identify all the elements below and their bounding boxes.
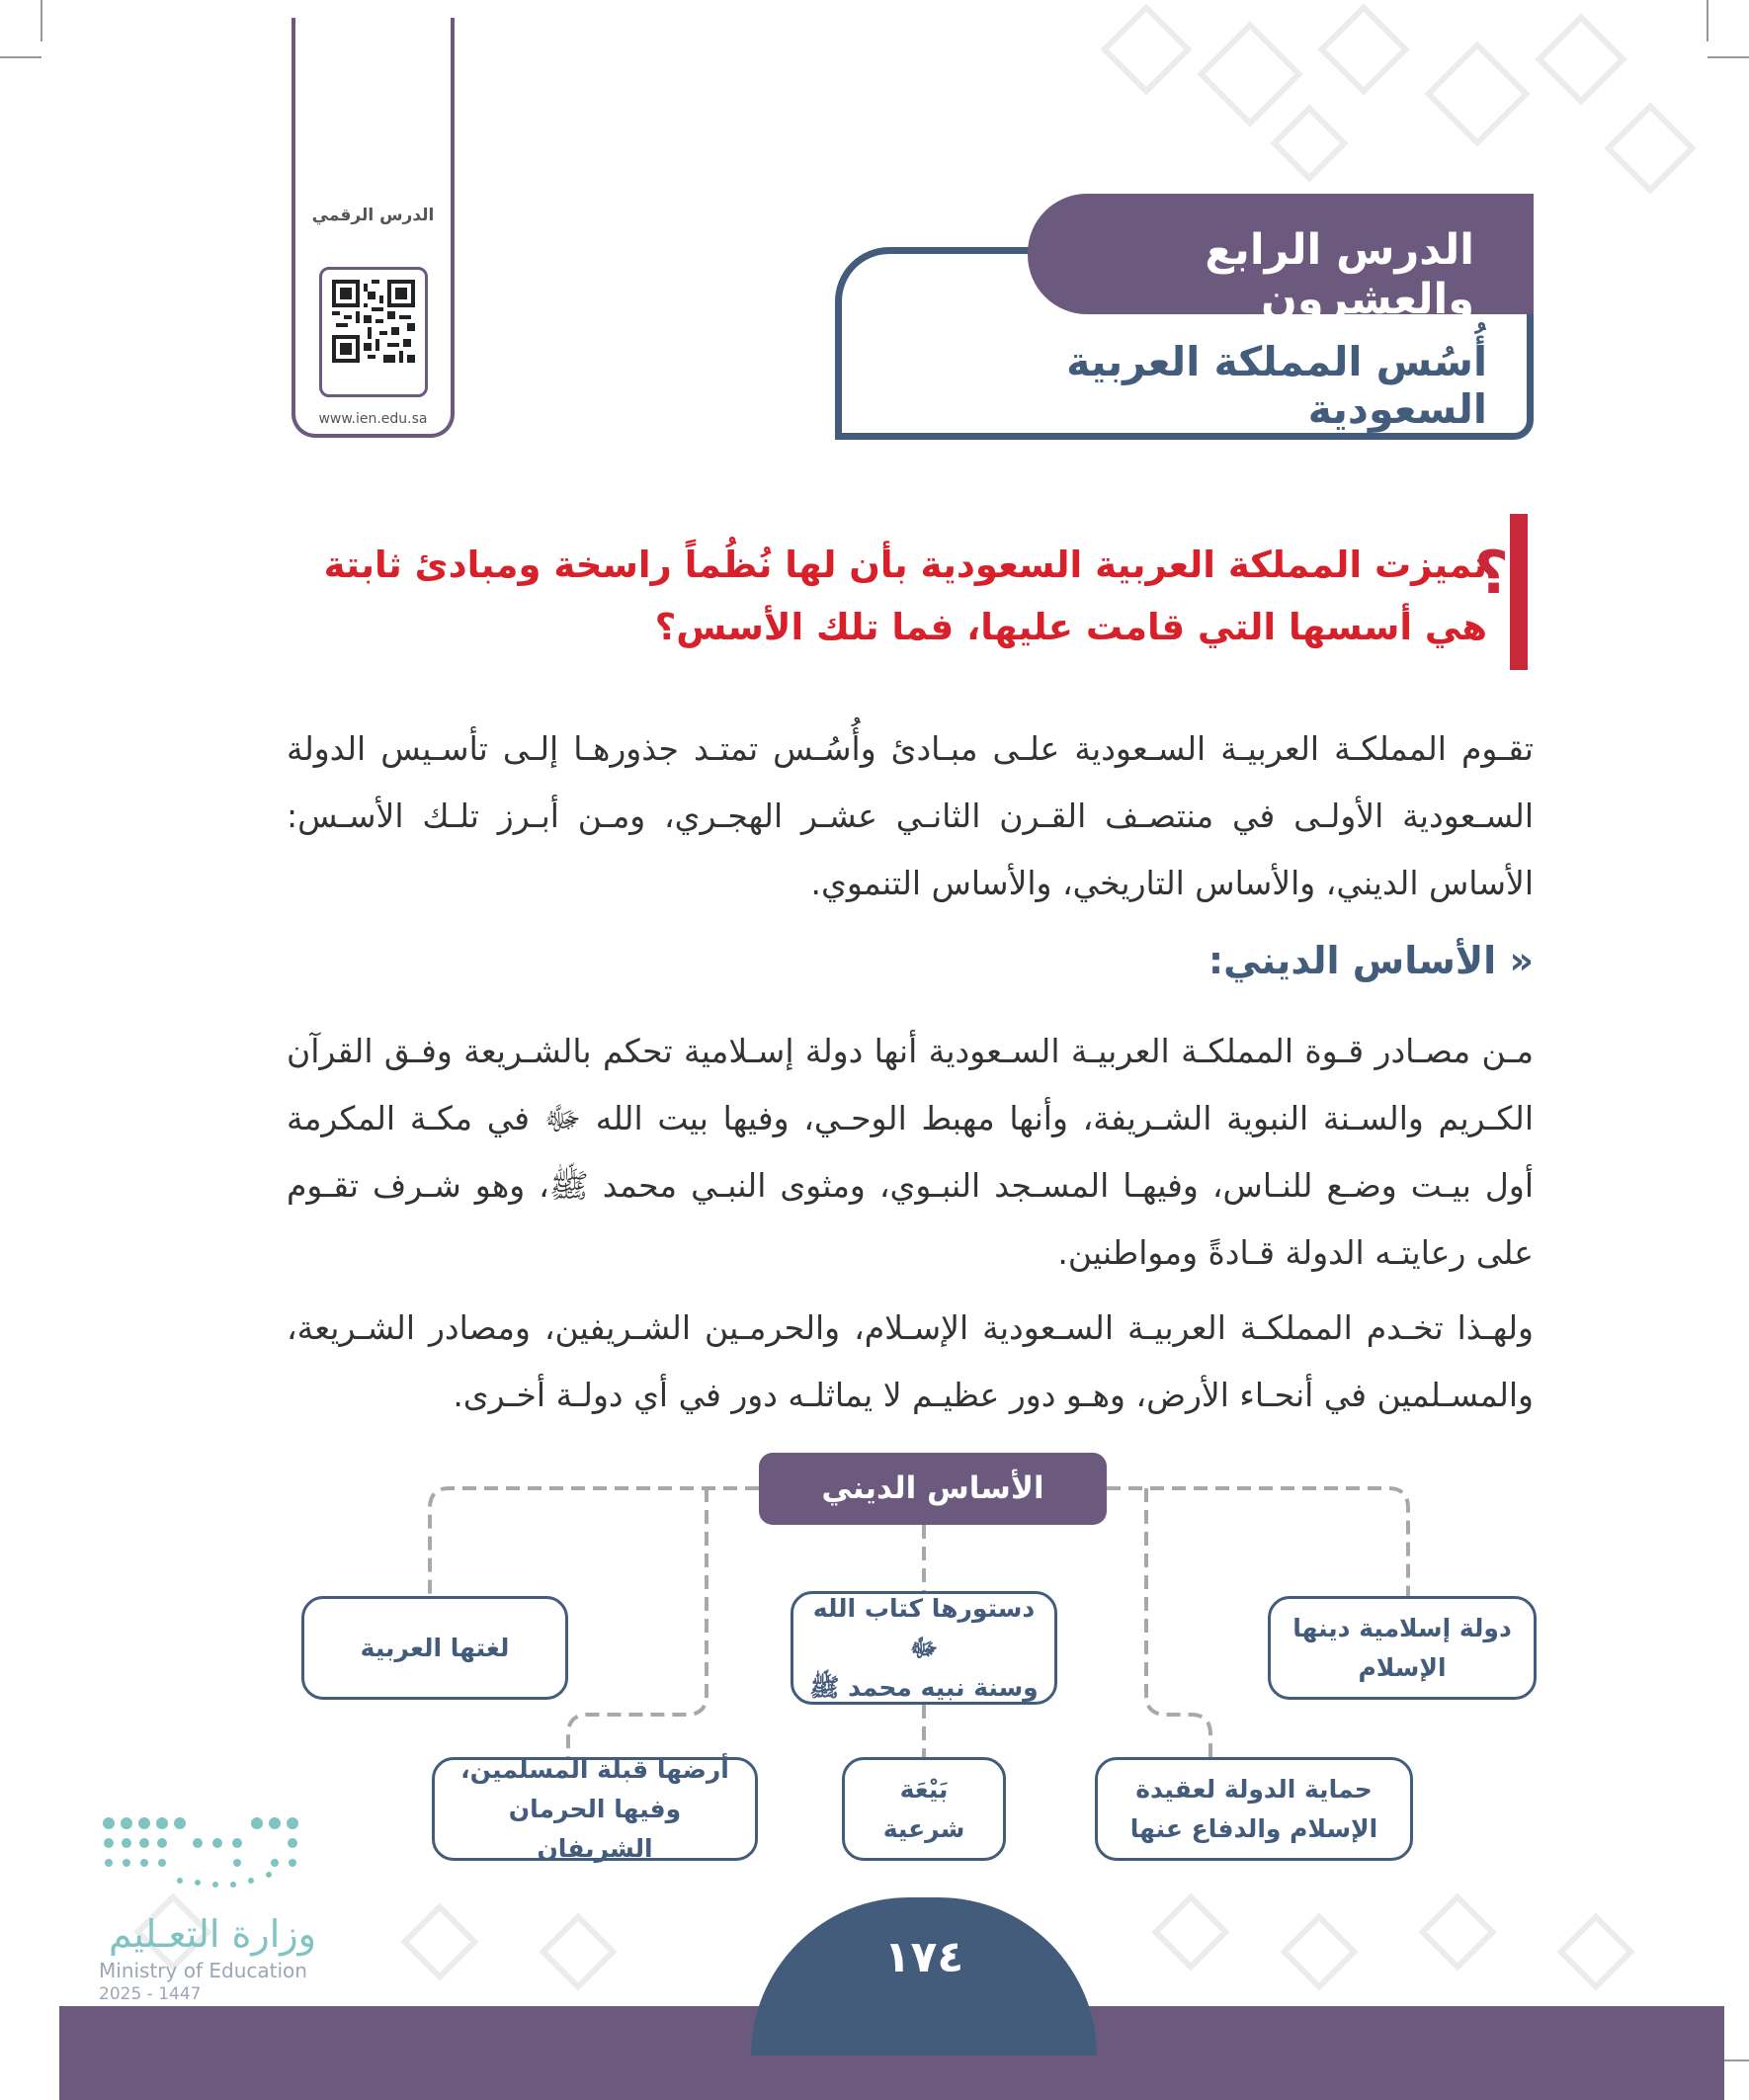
node-qibla (432, 1754, 758, 1863)
question-mark-icon: ؟ (1474, 539, 1509, 608)
node-islamic-state-line-2: الإسلام (1358, 1652, 1447, 1682)
intro-paragraph: تقـوم المملكـة العربيـة السـعودية علـى مبـادئ وأُسُـس تمتـد جذورهـا إلـى تأسـيس الدولة السـعودية الأولـى في منتصـف القـرن الثانـي عشـر الهجـري، ومـن أبـرز تلـك الأسـس: الأساس الديني، والأساس التاريخي، والأساس التنموي. (287, 729, 1534, 902)
node-constitution-line-1: دستورها كتاب الله ﷻ (812, 1593, 1036, 1662)
question-text: تميزت المملكة العربية السعودية بأن لها نُظُماً راسخة ومبادئ ثابتة هي أسسها التي قامت عليها، فما تلك الأسس؟ (323, 544, 1487, 648)
node-protection-line-1: حماية الدولة لعقيدة (1135, 1774, 1373, 1804)
node-constitution-line-2: وسنة نبيه محمد ﷺ (809, 1672, 1039, 1702)
ministry-name-english: Ministry of Education (99, 1959, 307, 1982)
node-qibla-line-2: وفيها الحرمان الشريفان (508, 1794, 682, 1863)
section-paragraph-2: ولهـذا تخـدم المملكـة العربيـة السـعودية الإسـلام، والحرمـين الشـريفين، ومصادر الشـريعة، والمسـلمين في أنحـاء الأرض، وهـو دور عظيـم لا يماثلـه دور في أي دولـة أخـرى. (287, 1308, 1534, 1414)
node-pledge-line-1: بَيْعَة (899, 1774, 949, 1804)
node-protection (1095, 1757, 1413, 1861)
node-protection-line-2: الإسلام والدفاع عنها (1129, 1813, 1378, 1843)
node-pledge (842, 1757, 1006, 1861)
page-number: ١٧٤ (883, 1932, 964, 1982)
double-chevron-icon: « (1509, 939, 1534, 982)
node-qibla-line-1: أرضها قبلة المسلمين، (460, 1754, 729, 1784)
node-islamic-state-line-1: دولة إسلامية دينها (1292, 1613, 1512, 1642)
node-islamic-state (1268, 1596, 1537, 1700)
ministry-logo (99, 1813, 326, 2004)
node-pledge-line-2: شرعية (882, 1813, 965, 1843)
section-paragraph-1: مـن مصـادر قـوة المملكـة العربيـة السـعودية أنها دولة إسـلامية تحكم بالشـريعة وفـق القرآن الكـريم والسـنة النبوية الشـريفة، وأنها مهبط الوحـي، وفيها بيت الله ﷻ في مكـة المكرمة أول بيـت وضـع للنـاس، وفيهـا المسـجد النبـوي، ومثوى النبـي محمد ﷺ، وهو شـرف تقـوم على رعايتـه الدولة قـادةً ومواطنين. (287, 1032, 1534, 1272)
lesson-title: الدرس الرابع والعشرون (1205, 225, 1474, 324)
diagram-root: الأساس الديني (759, 1453, 1107, 1525)
section-heading-text: الأساس الديني: (1208, 939, 1497, 982)
ministry-name-arabic: وزارة التعـليم (108, 1912, 316, 1956)
digital-lesson-label: الدرس الرقمي (311, 206, 435, 225)
node-constitution (791, 1591, 1057, 1705)
ministry-year: 2025 - 1447 (99, 1984, 202, 2004)
node-language-line-1: لغتها العربية (360, 1633, 510, 1662)
node-language (301, 1596, 568, 1700)
site-url[interactable]: www.ien.edu.sa (318, 411, 428, 427)
lesson-subtitle: أُسُس المملكة العربية السعودية (1066, 338, 1487, 433)
ministry-dots-icon (99, 1813, 316, 1902)
